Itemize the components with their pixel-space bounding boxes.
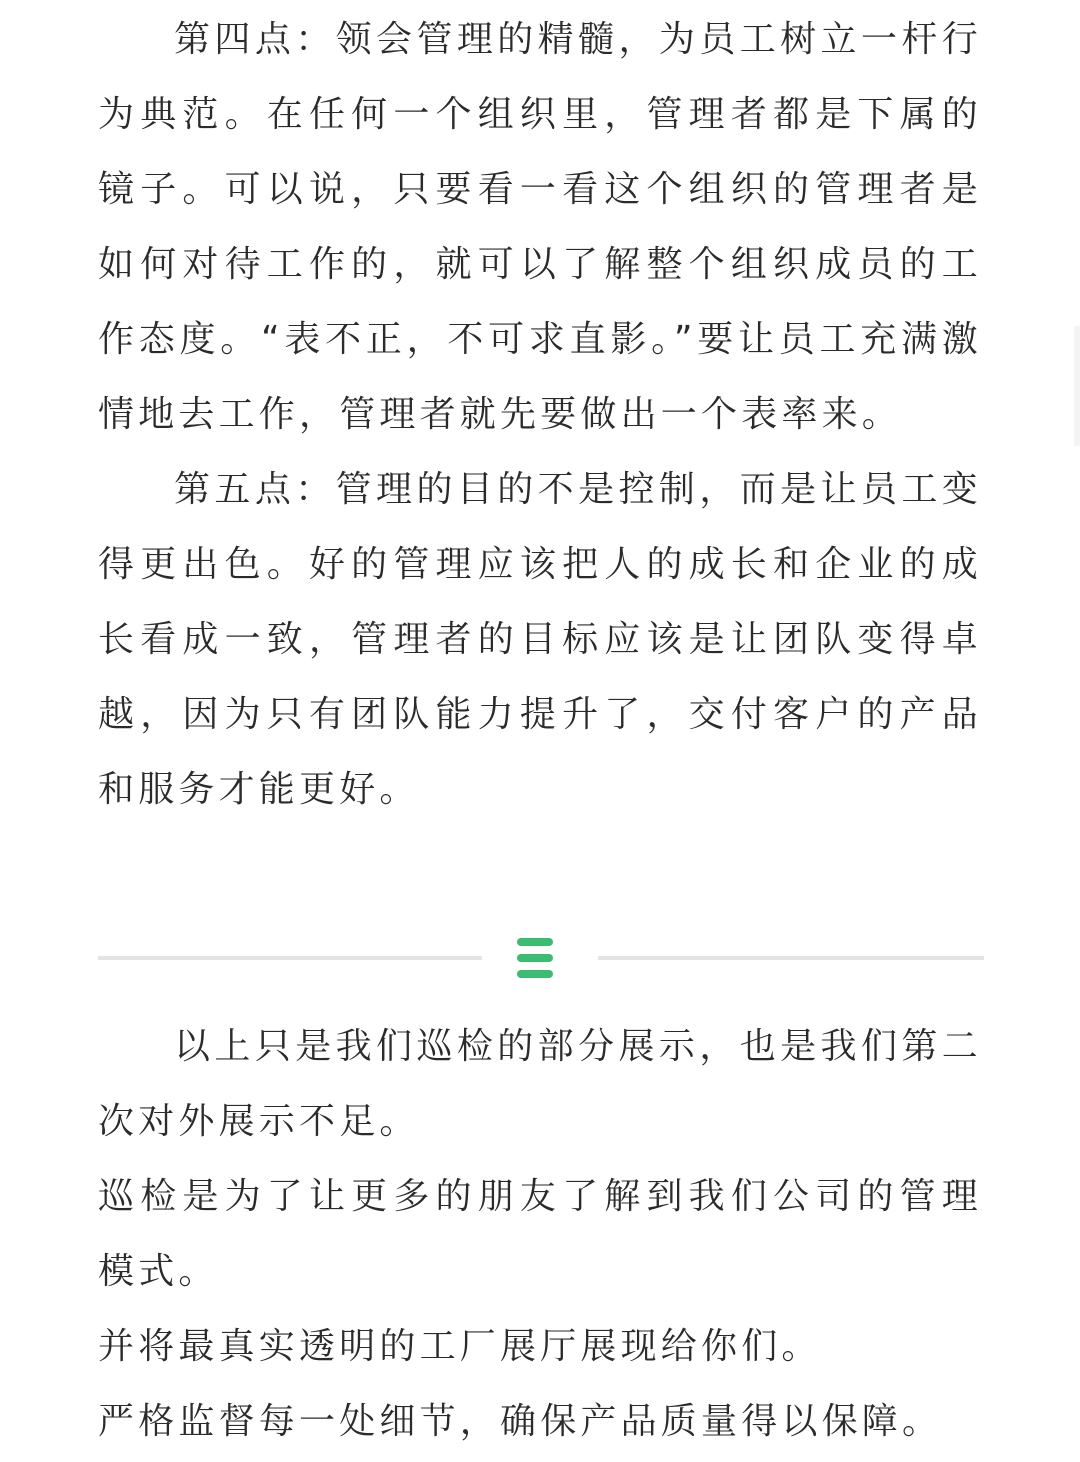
section-divider <box>98 936 984 980</box>
article-top-section <box>98 2 982 827</box>
paragraph-quality: 严格监督每一处细节，确保产品质量得以保障。 <box>98 1401 943 1442</box>
paragraph-showroom: 并将最真实透明的工厂展厅展现给你们。 <box>98 1326 822 1367</box>
paragraph-inspection-purpose: 巡检是为了让更多的朋友了解到我们公司的管理模式。 <box>98 1176 982 1292</box>
paragraph-point-4: 第四点：领会管理的精髓，为员工树立一杆行为典范。在任何一个组织里，管理者都是下属的镜子。可以说，只要看一看这个组织的管理者是如何对待工作的，就可以了解整个组织成员的工作态度。“表不正，不可求直影。”要让员工充满激情地去工作，管理者就先要做出一个表率来。 <box>98 19 982 435</box>
paragraph-point-5: 第五点：管理的目的不是控制，而是让员工变得更出色。好的管理应该把人的成长和企业的成长看成一致，管理者的目标应该是让团队变得卓越，因为只有团队能力提升了，交付客户的产品和服务才能更好。 <box>98 469 982 810</box>
divider-rule-right <box>598 956 984 960</box>
article-bottom-section <box>98 1009 982 1459</box>
paragraph-closing: 以上只是我们巡检的部分展示，也是我们第二次对外展示不足。 <box>98 1026 982 1142</box>
menu-icon <box>517 938 553 978</box>
divider-rule-left <box>98 956 482 960</box>
scrollbar[interactable] <box>1074 326 1080 446</box>
